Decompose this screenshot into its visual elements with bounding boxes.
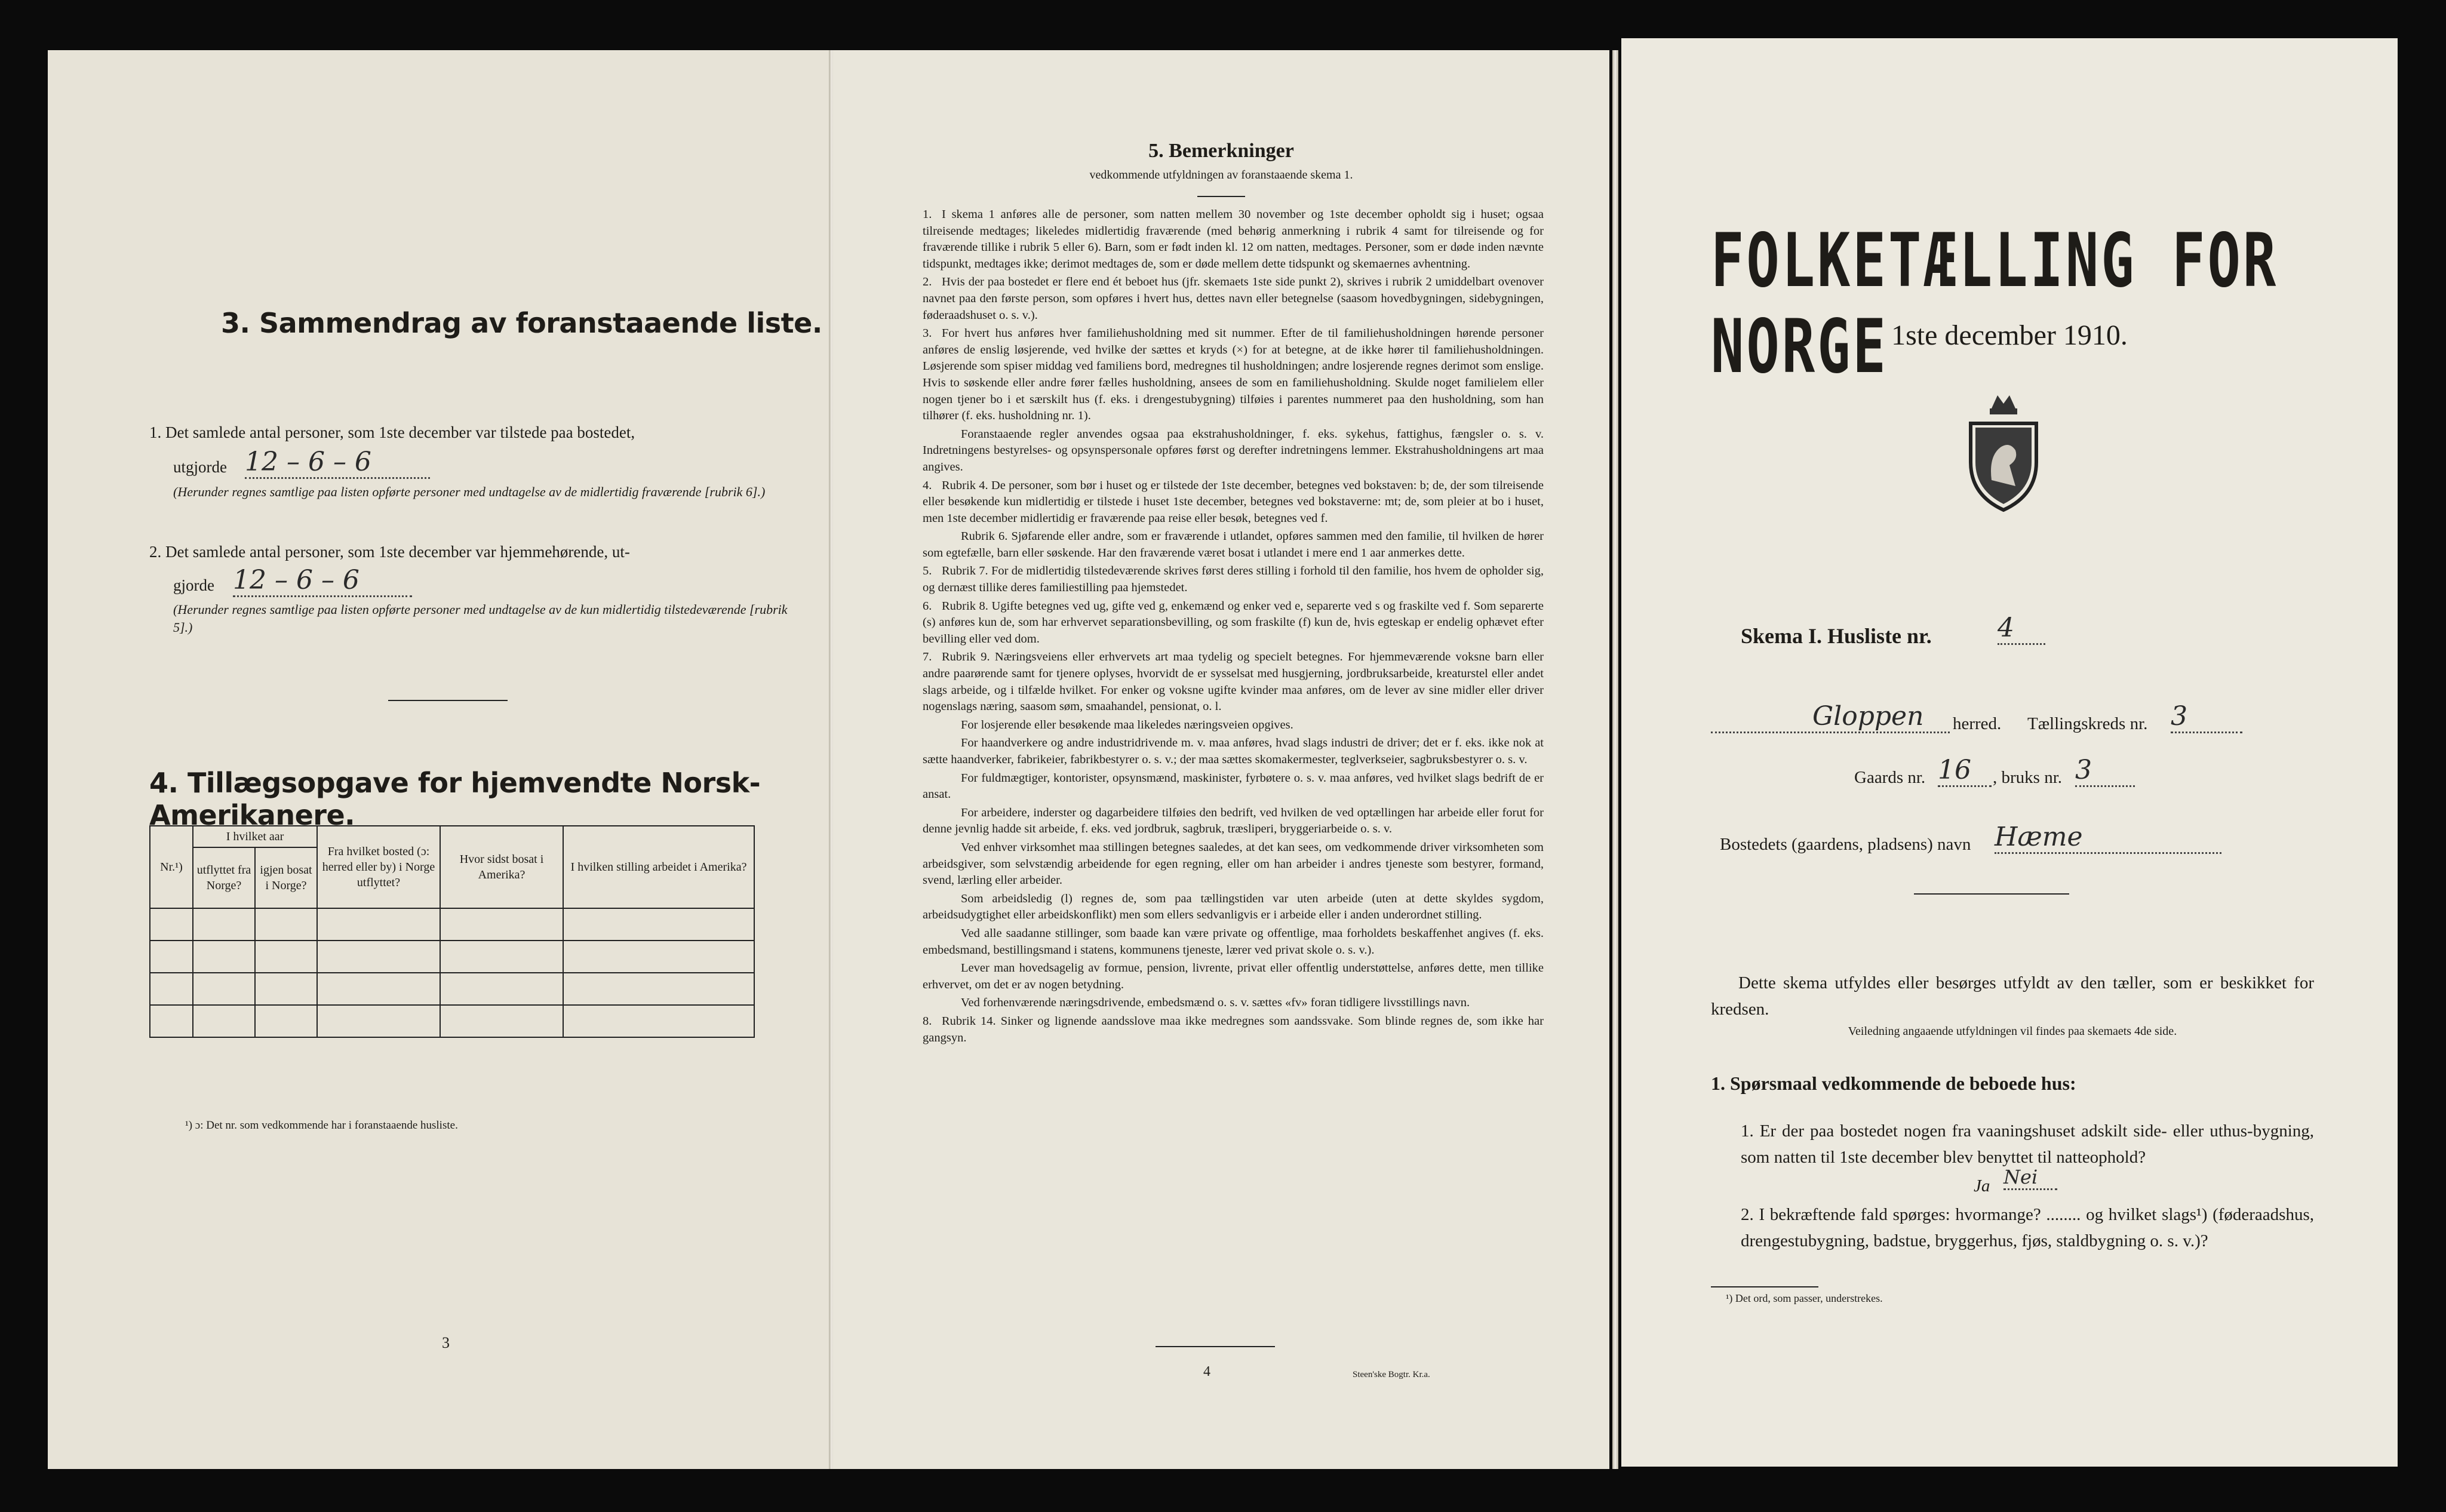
summary-q1: 1. Det samlede antal personer, som 1ste december var tilstede paa bostedet, [149, 423, 635, 441]
question-1-answer: Nei [2003, 1166, 2057, 1190]
norsk-amerikanere-table [149, 825, 755, 1038]
page-3 [48, 50, 830, 1469]
remark-paragraph [923, 717, 1544, 734]
remark-text: Ved enhver virksomhet maa stillingen betegnes saaledes, at det kan sees, om vedkommende driver virksomheten som arbeidsgiver, som selvstændig arbeidende for egen regning, eller om han arbeider i andres tjeneste som bestyrer, formand, svend, lærling eller arbeider. [923, 840, 1544, 887]
remark-text: Foranstaaende regler anvendes ogsaa paa ekstrahusholdninger, f. eks. sykehus, fattighus, fængsler o. s. v. Indretningens bestyrelses- og opsynspersonale opføres først og derefter indretningens lemmer. Ekstrahusholdningens art maa angives. [923, 427, 1544, 474]
remark-paragraph [923, 960, 1544, 993]
bosted-label: Bostedets (gaardens, pladsens) navn [1720, 835, 1971, 854]
remark-number: 3. [923, 327, 932, 340]
remark-text: For fuldmægtiger, kontorister, opsynsmænd, maskinister, fyrbøtere o. s. v. maa anføres, ved hvilket slags bedrift de er ansat. [923, 771, 1544, 801]
col-utflyttet: utflyttet fra Norge? [193, 847, 255, 908]
remark-paragraph [923, 207, 1544, 272]
bruks-value: 3 [2075, 755, 2135, 787]
remark-text: Som arbeidsledig (l) regnes de, som paa tællingstiden var uten arbeide (uten at dette skyldes sygdom, arbeidsudygtighet eller arbeidskonflikt) men som ellers sedvanligvis er i arbeide eller i anden underordnet stilling. [923, 892, 1544, 922]
divider [1711, 1286, 1818, 1287]
census-date: 1ste december 1910. [1891, 319, 2128, 351]
gaards-value: 16 [1938, 755, 1992, 787]
remark-text: Lever man hovedsagelig av formue, pension, livrente, privat eller offentlig understøttelse, anføres dette, men tillike erhvervet, om det er av nogen betydning. [923, 961, 1544, 991]
kreds-label: Tællingskreds nr. [2027, 714, 2148, 733]
col-stilling: I hvilken stilling arbeidet i Amerika? [563, 826, 754, 908]
bruks-label: , bruks nr. [1993, 768, 2062, 787]
bemerkninger-title: 5. Bemerkninger [1148, 140, 1294, 162]
col-fra: Fra hvilket bosted (ɔ: herred eller by) i Norge utflyttet? [317, 826, 440, 908]
remark-paragraph [923, 735, 1544, 768]
question-1-answer-label: Ja [1974, 1176, 1990, 1196]
bosted-value: Hæme [1995, 822, 2221, 854]
remark-number: 1. [923, 208, 932, 221]
remark-text: For haandverkere og andre industridrivende m. v. maa anføres, hvad slags industri de driver; det er f. eks. ikke nok at sætte haandverker, fabrikeier, fabrikbestyrer o. s. v.; der maa sættes skomakermester, teglverkseier, sagbruksbestyrer o. s. v. [923, 736, 1544, 766]
remark-text: Ved forhenværende næringsdrivende, embedsmænd o. s. v. sættes «fv» foran tidligere livsstillings navn. [961, 996, 1470, 1010]
col-group-year: I hvilket aar [193, 826, 317, 847]
summary-q2-value: 12 – 6 – 6 [233, 565, 412, 597]
remark-paragraph [923, 649, 1544, 715]
table-row [150, 1005, 754, 1037]
remark-text: For hvert hus anføres hver familiehusholdning med sit nummer. Efter de til familiehusholdningen hørende personer anføres de enslig løsjerende, ved hvilke der sættes et kryds (×) for at betegne, at de ikke hører til familiehusholdningen. Løsjerende som spiser middag ved familiens bord, medregnes til husholdningen; andre losjerende regnes derimot som enslige. Hvis to søskende eller andre fører fælles husholdning, ansees de som en familiehusholdning. Skulde noget familielem eller nogen tjener bo i et særskilt hus (f. eks. i drengestubygning) tilføies i parentes nummeret paa den husholdning, som han tilhører (f. eks. husholdning nr. 1). [923, 327, 1544, 423]
table-footnote: ¹) ɔ: Det nr. som vedkommende har i foranstaaende husliste. [185, 1119, 458, 1132]
remark-number: 2. [923, 275, 932, 289]
remark-text: Hvis der paa bostedet er flere end ét beboet hus (jfr. skemaets 1ste side punkt 2), skrives i rubrik 2 umiddelbart ovenover navnet paa den første person, som opføres i hvert hus, dettes navn eller betegnelse (saasom hovedbygningen, sidebygningen, føderaadshuset o. s. v.). [923, 275, 1544, 322]
remark-paragraph [923, 478, 1544, 527]
remark-paragraph [923, 528, 1544, 561]
remark-number: 8. [923, 1014, 932, 1028]
summary-q1-prefix: utgjorde [173, 458, 227, 476]
printer-mark: Steen'ske Bogtr. Kr.a. [1353, 1370, 1430, 1379]
col-igjen: igjen bosat i Norge? [255, 847, 317, 908]
remark-paragraph [923, 840, 1544, 889]
summary-q2-prefix: gjorde [173, 576, 214, 594]
table-row [150, 941, 754, 973]
remark-paragraph [923, 926, 1544, 958]
remark-text: For arbeidere, inderster og dagarbeidere tilføies den bedrift, ved hvilken de ved optællingen har arbeide eller forut for denne jevnlig hadde sit arbeide, f. eks. ved jordbruk, sagbruk, træsliperi, bryggeriarbeide o. s. v. [923, 806, 1544, 836]
census-title: FOLKETÆLLING FOR NORGE [1711, 217, 2279, 390]
remark-text: I skema 1 anføres alle de personer, som natten mellem 30 november og 1ste december opholdt sig i huset; ogsaa tilreisende medtages; likeledes midlertidig fraværende (med behørig anmerkning i rubrik 4 samt for tilreisende og for fraværende tillike i rubrik 5 eller 6). Barn, som er født inden kl. 12 om natten, medtages. Personer, som er døde inden nævnte tidspunkt, medtages ikke; derimot medtages de, som er døde mellem dette tidspunkt og skemaernes avhentning. [923, 208, 1544, 271]
remark-number: 4. [923, 478, 932, 492]
section-4-title: 4. Tillægsopgave for hjemvendte Norsk-Amerikanere. [149, 767, 761, 831]
remark-paragraph [923, 1013, 1544, 1046]
remark-text: Rubrik 8. Ugifte betegnes ved ug, gifte ved g, enkemænd og enker ved e, separerte ved s og fraskilte ved f. Som separerte (s) anføres kun de, som har erhvervet separationsbevilling, og som fraskilte (f) kun de, hvis egteskap er endelig ophævet efter bevilling eller ved dom. [923, 599, 1544, 646]
questions-heading: 1. Spørsmaal vedkommende de beboede hus: [1711, 1072, 2076, 1094]
col-nr: Nr.¹) [150, 826, 193, 908]
page-fold [1612, 50, 1618, 1469]
remark-text: For losjerende eller besøkende maa likeledes næringsveien opgives. [961, 718, 1293, 732]
gaards-label: Gaards nr. [1854, 768, 1926, 787]
remark-text: Rubrik 9. Næringsveiens eller erhvervets art maa tydelig og specielt betegnes. For hjemmeværende voksne barn eller andre paarørende samt for tjenere oplyses, hvorvidt de er sysselsat med husgjerning, jordbruksarbeide, kreaturstel eller andet slags arbeide, og i tilfælde hvilket. For enker og voksne ugifte kvinder maa anføres, om de lever av sine midler eller driver nogenslags næring, saasom søm, smaahandel, pensionat, o. l. [923, 650, 1544, 714]
husliste-value: 4 [1998, 613, 2045, 645]
remark-text: Rubrik 6. Sjøfarende eller andre, som er fraværende i utlandet, opføres sammen med den familie, til hvilken de hører som egtefælle, barn eller søskende. Har den fraværende været bosat i utlandet i mere end 1 aar anmerkes dette. [923, 530, 1544, 560]
skema-label: Skema I. Husliste nr. [1741, 624, 1932, 648]
col-hvor: Hvor sidst bosat i Amerika? [440, 826, 563, 908]
cover-footnote: ¹) Det ord, som passer, understrekes. [1726, 1292, 1883, 1304]
page-number: 4 [1203, 1364, 1210, 1379]
summary-q2: 2. Det samlede antal personer, som 1ste december var hjemmehørende, ut- [149, 543, 630, 561]
remark-text: Rubrik 14. Sinker og lignende aandsslove maa ikke medregnes som aandssvake. Som blinde regnes de, som ikke har gangsyn. [923, 1014, 1544, 1044]
remark-number: 7. [923, 650, 932, 664]
norway-coat-of-arms-icon [1959, 391, 2048, 519]
herred-label: herred. [1953, 714, 2002, 733]
veiledning-text: Veiledning angaaende utfyldningen vil findes paa skemaets 4de side. [1848, 1025, 2177, 1038]
question-2: 2. I bekræftende fald spørges: hvormange? ........ og hvilket slags¹) (føderaadshus, drengestubygning, badstue, bryggerhus, fjøs, staldbygning o. s. v.)? [1741, 1205, 2314, 1250]
bemerkninger-subtitle: vedkommende utfyldningen av foranstaaende skema 1. [1089, 168, 1353, 182]
remark-paragraph [923, 598, 1544, 648]
bemerkninger-list [923, 207, 1544, 1048]
remark-text: Rubrik 4. De personer, som bør i huset og er tilstede der 1ste december, betegnes ved bokstaven: b; de, der som tilreisende eller besøkende kun midlertidig er tilstede i huset 1ste december, betegnes ved bokstaverne: mt; de, som pleier at bo i huset, men 1ste december midlertidig er fraværende paa reise eller besøk, betegnes ved f. [923, 478, 1544, 525]
summary-q1-note: (Herunder regnes samtlige paa listen opførte personer med undtagelse av de midlertidig fraværende [rubrik 6].) [173, 484, 766, 499]
intro-text: Dette skema utfyldes eller besørges utfyldt av den tæller, som er beskikket for kredsen. [1711, 973, 2314, 1019]
page-number: 3 [442, 1334, 450, 1351]
herred-value: Gloppen [1711, 701, 1950, 733]
summary-q1-value: 12 – 6 – 6 [245, 447, 430, 479]
remark-paragraph [923, 995, 1544, 1012]
table-row [150, 973, 754, 1005]
kreds-value: 3 [2171, 701, 2242, 733]
divider [1156, 1346, 1275, 1347]
divider [1197, 196, 1245, 197]
page-4 [833, 50, 1609, 1469]
remark-paragraph [923, 325, 1544, 425]
question-1: 1. Er der paa bostedet nogen fra vaaningshuset adskilt side- eller uthus-bygning, som natten til 1ste december blev benyttet til natteophold? [1741, 1121, 2314, 1167]
remark-paragraph [923, 770, 1544, 803]
remark-number: 5. [923, 564, 932, 578]
divider [388, 700, 508, 701]
remark-text: Rubrik 7. For de midlertidig tilstedeværende skrives først deres stilling i forhold til den familie, hos hvem de opholder sig, og dernæst tillike deres familiestilling paa hjemstedet. [923, 564, 1544, 595]
remark-paragraph [923, 274, 1544, 324]
remark-paragraph [923, 805, 1544, 838]
section-3-title: 3. Sammendrag av foranstaaende liste. [221, 307, 822, 339]
remark-paragraph [923, 426, 1544, 476]
cover-page [1621, 38, 2398, 1467]
summary-q2-note: (Herunder regnes samtlige paa listen opførte personer med undtagelse av de kun midlertidig tilstedeværende [rubrik 5].) [173, 602, 788, 635]
table-row [150, 908, 754, 941]
ornament-divider-icon [1914, 893, 2069, 895]
remark-paragraph [923, 891, 1544, 924]
remark-paragraph [923, 563, 1544, 596]
remark-text: Ved alle saadanne stillinger, som baade kan være private og offentlige, maa forholdets beskaffenhet angives (f. eks. embedsmand, bestillingsmand i statens, kommunens tjeneste, lærer ved privat skole o. s. v.). [923, 926, 1544, 957]
remark-number: 6. [923, 599, 932, 613]
